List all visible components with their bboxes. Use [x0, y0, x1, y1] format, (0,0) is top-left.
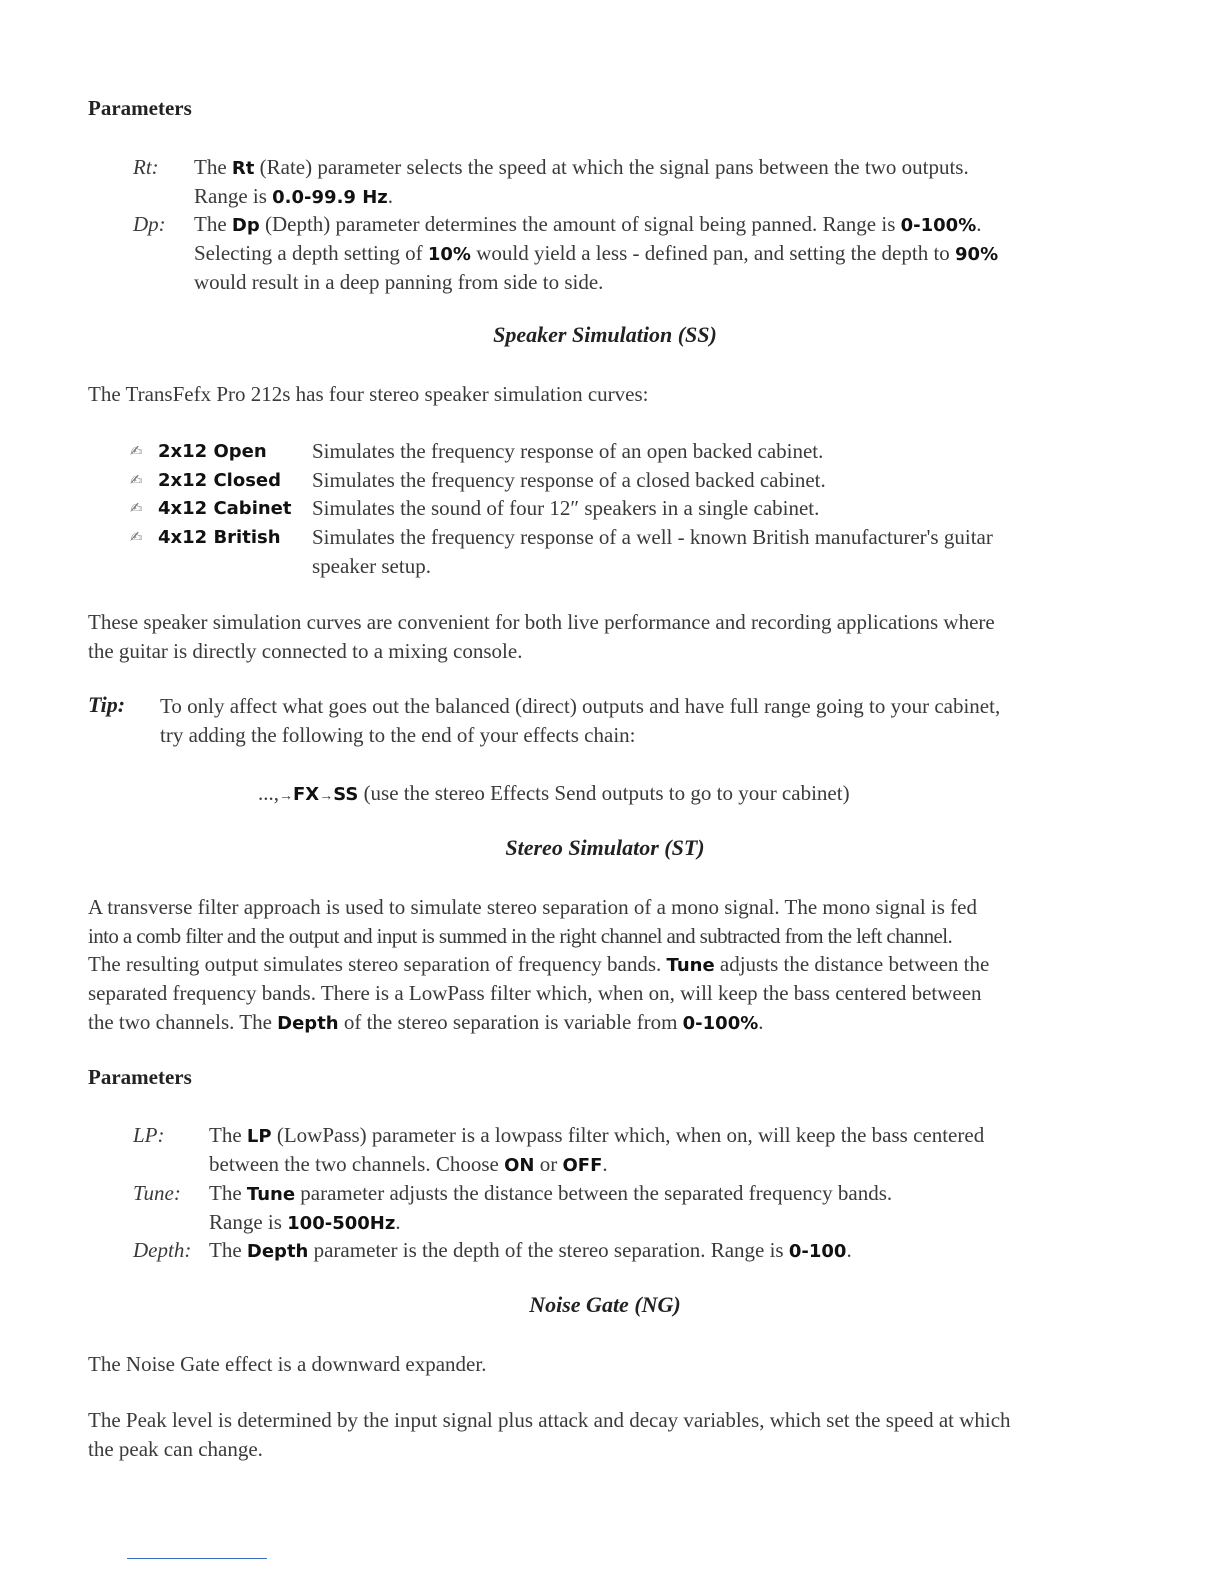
speaker-item-name: 4x12 British [158, 527, 281, 548]
noise-gate-heading: Noise Gate (NG) [529, 1292, 681, 1317]
noise-gate-line3: the peak can change. [88, 1437, 263, 1461]
param-tune-line2: Range is 100-500Hz. [209, 1210, 401, 1234]
speaker-item-name: 2x12 Closed [158, 470, 282, 491]
param-tune-label: Tune: [133, 1181, 181, 1205]
dp-value-90: 90% [955, 244, 999, 265]
param-tune-line1: The Tune parameter adjusts the distance between the separated frequency bands. [209, 1181, 893, 1205]
dp-range: 0-100% [900, 215, 977, 236]
param-rt-label: Rt: [133, 155, 159, 179]
speaker-item-desc-cont: speaker setup. [312, 554, 431, 578]
depth-keyword: Depth [277, 1013, 339, 1034]
speaker-item-desc: Simulates the frequency response of a well - known British manufacturer's guitar [312, 525, 993, 549]
param-rt-line1: The Rt (Rate) parameter selects the speed at which the signal pans between the two outputs. [194, 155, 969, 179]
speaker-sim-intro: The TransFefx Pro 212s has four stereo speaker simulation curves: [88, 382, 649, 406]
depth-param-keyword: Depth [246, 1241, 309, 1262]
noise-gate-line1: The Noise Gate effect is a downward expander. [88, 1352, 487, 1376]
speaker-item-desc: Simulates the sound of four 12″ speakers in a single cabinet. [312, 496, 820, 520]
tip-label: Tip: [88, 692, 126, 717]
tune-param-keyword: Tune [246, 1184, 296, 1205]
param-rt-line2: Range is 0.0-99.9 Hz. [194, 184, 393, 208]
param-dp-line2: Selecting a depth setting of 10% would yield a less - defined pan, and setting the depth to 90% [194, 241, 999, 265]
speaker-sim-note-line1: These speaker simulation curves are convenient for both live performance and recording applications where [88, 610, 995, 634]
arrow-right-icon: → [279, 789, 293, 804]
param-dp-line3: would result in a deep panning from side to side. [194, 270, 604, 294]
stereo-sim-line5: the two channels. The Depth of the stereo separation is variable from 0-100%. [88, 1010, 764, 1034]
pen-icon: ✍ [130, 471, 143, 489]
param-lp-line2: between the two channels. Choose ON or OFF. [209, 1152, 608, 1176]
depth-range: 0-100% [682, 1013, 759, 1034]
stereo-simulator-heading: Stereo Simulator (ST) [505, 835, 705, 860]
speaker-simulation-heading: Speaker Simulation (SS) [493, 322, 717, 347]
stereo-sim-line4: separated frequency bands. There is a LowPass filter which, when on, will keep the bass centered between [88, 981, 982, 1005]
effects-chain-example: ...,→FX→SS (use the stereo Effects Send outputs to go to your cabinet) [258, 781, 850, 805]
speaker-item [130, 494, 1130, 523]
parameters-heading-1: Parameters [88, 96, 192, 120]
speaker-item [130, 437, 1130, 466]
param-lp-line1: The LP (LowPass) parameter is a lowpass filter which, when on, will keep the bass centered [209, 1123, 985, 1147]
param-depth-label: Depth: [133, 1238, 192, 1262]
rt-keyword: Rt [231, 158, 255, 179]
speaker-sim-note-line2: the guitar is directly connected to a mixing console. [88, 639, 523, 663]
dp-keyword: Dp [231, 215, 260, 236]
lp-keyword: LP [246, 1126, 272, 1147]
tune-range: 100-500Hz [287, 1213, 396, 1234]
speaker-item [130, 466, 1130, 495]
param-dp-line1: The Dp (Depth) parameter determines the amount of signal being panned. Range is 0-100%. [194, 212, 982, 236]
arrow-right-icon: → [319, 789, 334, 804]
speaker-item-name: 4x12 Cabinet [158, 498, 292, 519]
footer-divider [127, 1558, 267, 1559]
param-lp-label: LP: [133, 1123, 165, 1147]
parameters-heading-2: Parameters [88, 1065, 192, 1089]
stereo-sim-line3: The resulting output simulates stereo separation of frequency bands. Tune adjusts the distance between the [88, 952, 990, 976]
param-dp-label: Dp: [133, 212, 166, 236]
lp-on: ON [504, 1155, 535, 1176]
tip-line1: To only affect what goes out the balanced (direct) outputs and have full range going to your cabinet, [160, 694, 1001, 718]
chain-fx: FX [293, 784, 320, 805]
tune-keyword: Tune [666, 955, 715, 976]
param-depth-line1: The Depth parameter is the depth of the stereo separation. Range is 0-100. [209, 1238, 852, 1262]
pen-icon: ✍ [130, 499, 143, 517]
pen-icon: ✍ [130, 528, 143, 546]
tip-line2: try adding the following to the end of your effects chain: [160, 723, 636, 747]
depth-param-range: 0-100 [788, 1241, 847, 1262]
speaker-item-desc: Simulates the frequency response of an open backed cabinet. [312, 439, 824, 463]
pen-icon: ✍ [130, 442, 143, 460]
chain-ss: SS [333, 784, 359, 805]
stereo-sim-line2: into a comb filter and the output and input is summed in the right channel and subtracted from the left channel. [88, 924, 953, 948]
noise-gate-line2: The Peak level is determined by the input signal plus attack and decay variables, which set the speed at which [88, 1408, 1011, 1432]
stereo-sim-line1: A transverse filter approach is used to simulate stereo separation of a mono signal. The mono signal is fed [88, 895, 977, 919]
dp-value-10: 10% [427, 244, 471, 265]
speaker-item-desc: Simulates the frequency response of a closed backed cabinet. [312, 468, 826, 492]
speaker-item-name: 2x12 Open [158, 441, 267, 462]
speaker-item [130, 523, 1130, 581]
lp-off: OFF [562, 1155, 603, 1176]
rt-range: 0.0-99.9 Hz [272, 187, 388, 208]
